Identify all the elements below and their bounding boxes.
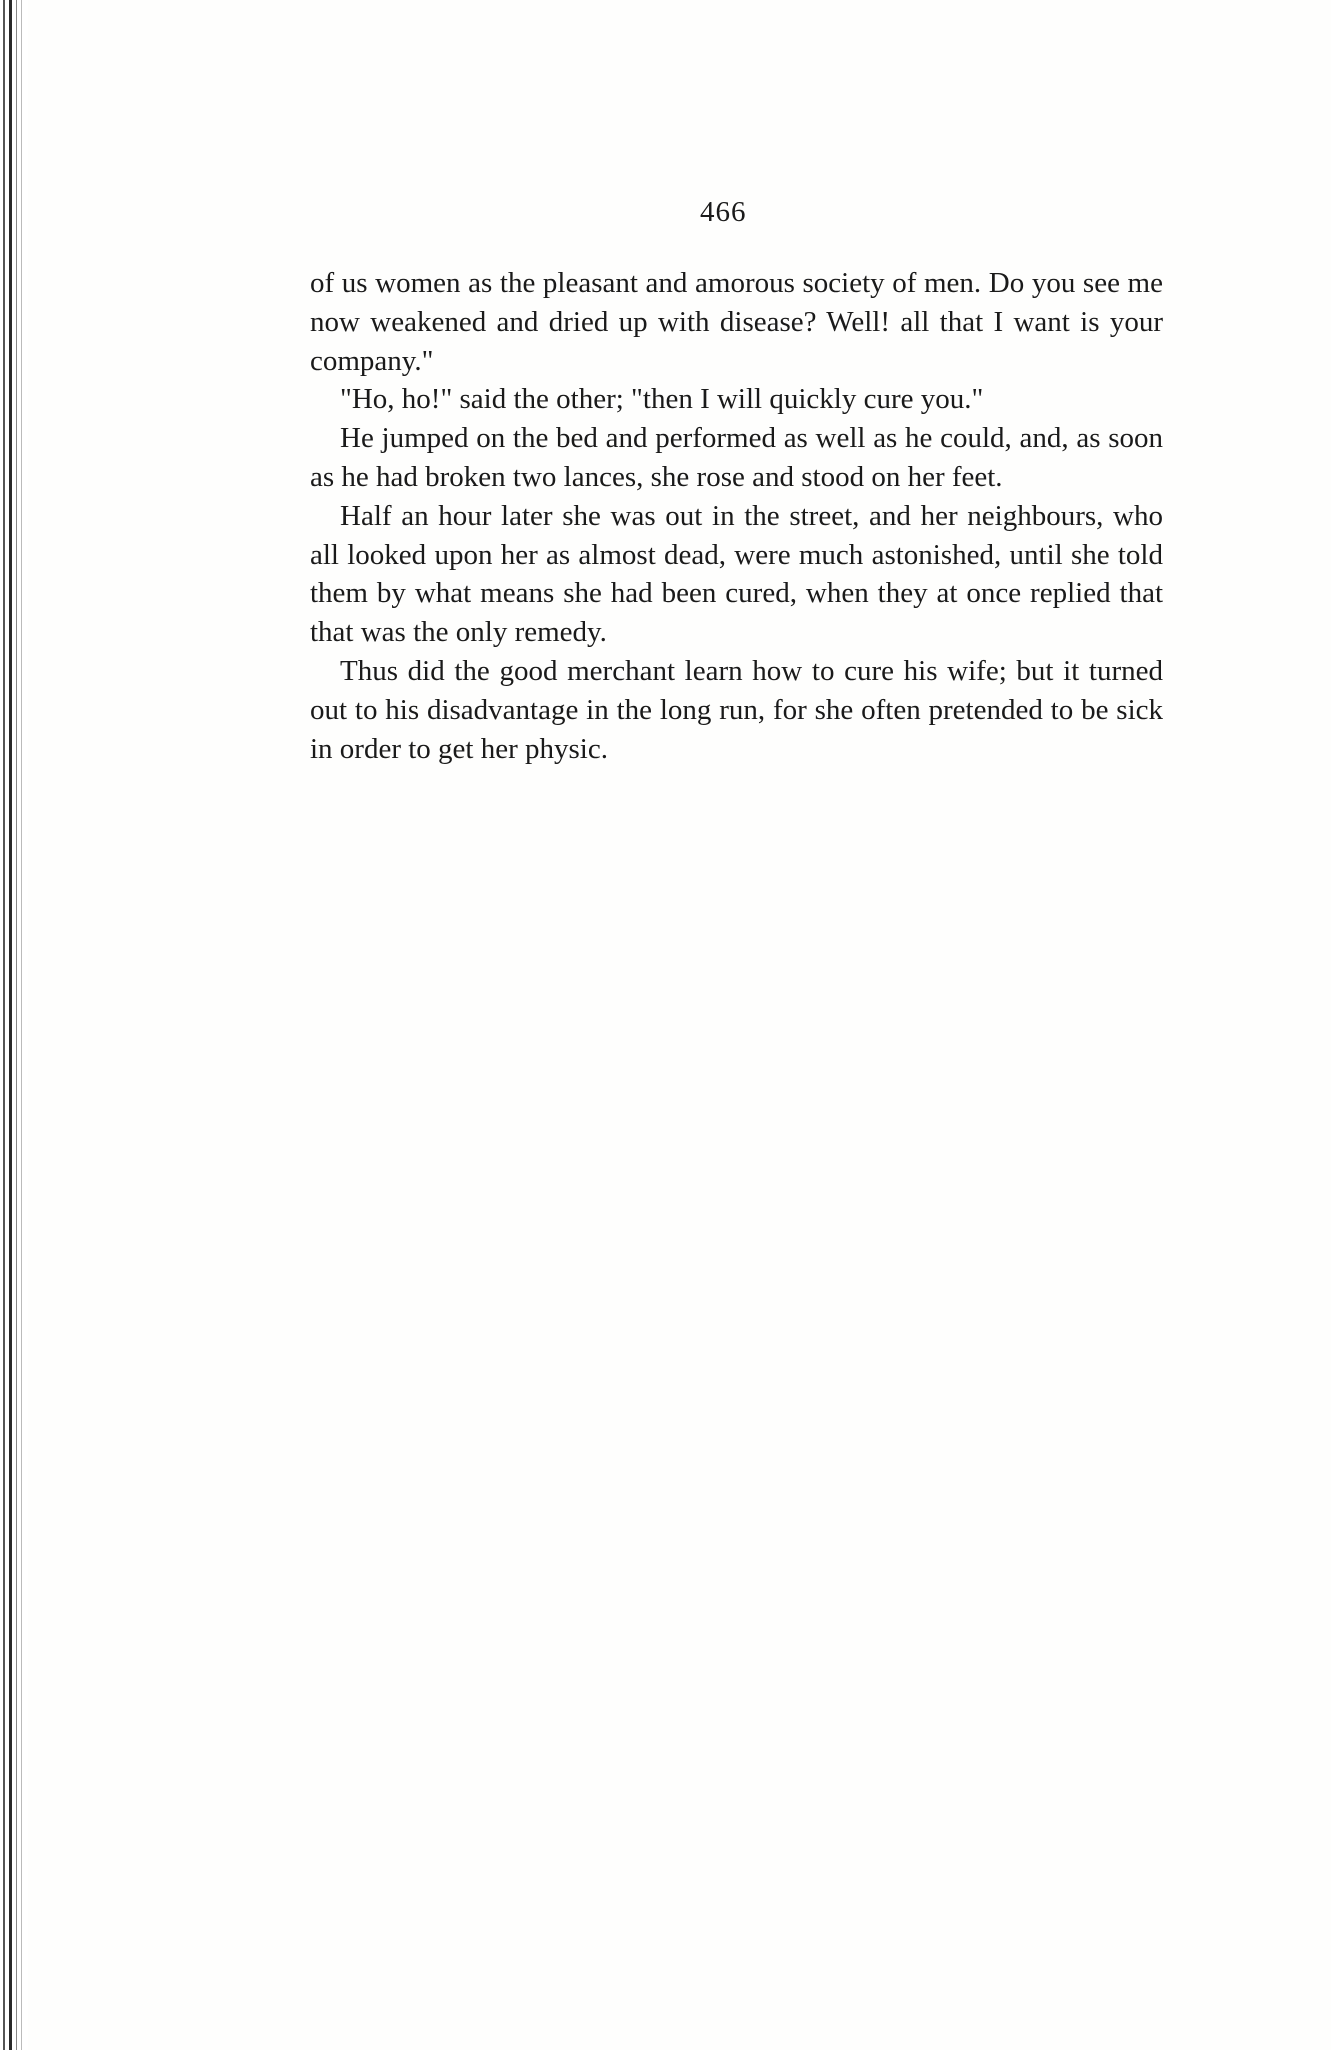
- paragraph-1: of us women as the pleasant and amorous society of men. Do you see me now weakened and dried up with disease? Well! all that I want is your company.": [310, 267, 1163, 377]
- page-number: 466: [700, 196, 747, 228]
- body-text: [310, 264, 1163, 768]
- paragraph-5: Thus did the good merchant learn how to cure his wife; but it turned out to his disadvantage in the long run, for she often pretended to be sick in order to get her physic.: [310, 654, 1163, 765]
- paragraph-2: "Ho, ho!" said the other; "then I will quickly cure you.": [340, 383, 984, 416]
- paragraph-4: Half an hour later she was out in the street, and her neighbours, who all looked upon her as almost dead, were much astonished, until she told them by what means she had been cured, when they at once replied that that was the only remedy.: [310, 499, 1163, 649]
- binding-edge: [0, 0, 28, 2050]
- paragraph-3: He jumped on the bed and performed as well as he could, and, as soon as he had broken two lances, she rose and stood on her feet.: [310, 422, 1163, 493]
